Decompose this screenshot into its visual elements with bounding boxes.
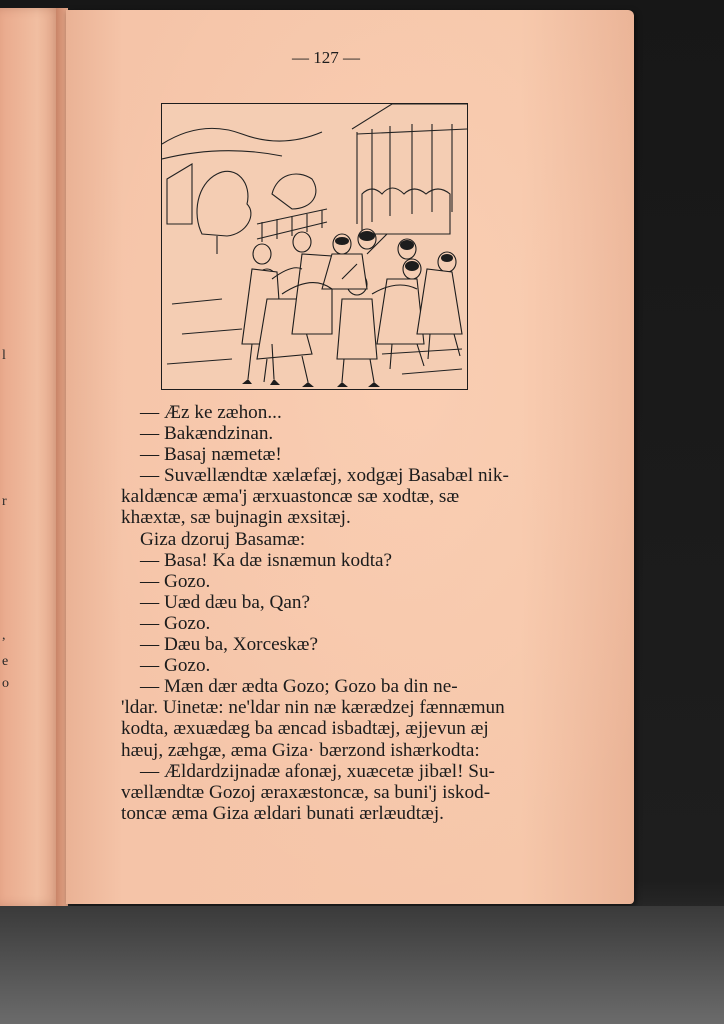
text-line: khæxtæ, sæ bujnagin æxsitæj.: [121, 507, 351, 529]
scanner-bottom-edge: [0, 906, 724, 1024]
text-line: toncæ æma Giza ældari bunati ærlæudtæj.: [121, 802, 444, 824]
left-margin-glyph: r: [2, 494, 7, 509]
text-line: — Basaj næmetæ!: [140, 444, 282, 466]
text-line: vællændtæ Gozoj æraxæstoncæ, sa buni'j iskod-: [121, 781, 491, 803]
left-margin-glyph: o: [2, 676, 9, 691]
text-line: — Gozo.: [140, 570, 211, 592]
page-number: — 127 —: [292, 48, 360, 67]
story-text: [121, 402, 548, 824]
left-page-edge: [0, 8, 62, 906]
text-line: Giza dzoruj Basamæ:: [140, 528, 306, 550]
text-line: — Gozo.: [140, 612, 211, 634]
left-margin-glyph: e: [2, 654, 9, 669]
left-margin-glyph: ,: [2, 628, 6, 643]
illustration-children-playing: [161, 103, 468, 390]
text-line: — Ældardzijnadæ afonæj, xuæcetæ jibæl! Su-: [140, 760, 495, 782]
text-line: — Dæu ba, Xorceskæ?: [140, 634, 318, 656]
text-line: — Æz ke zæhon...: [140, 402, 282, 423]
text-line: hæuj, zæhgæ, æma Giza· bærzond ishærkodta:: [121, 739, 480, 761]
text-line: — Mæn dær ædta Gozo; Gozo ba din ne-: [140, 676, 458, 698]
left-margin-glyph: l: [2, 348, 6, 363]
text-line: — Basa! Ka dæ isnæmun kodta?: [140, 549, 393, 571]
text-line: — Gozo.: [140, 655, 211, 677]
text-line: 'ldar. Uinetæ: ne'ldar nin næ kærædzej fænnæmun: [121, 697, 505, 719]
text-line: kaldæncæ æma'j ærxuastoncæ sæ xodtæ, sæ: [121, 486, 460, 508]
text-line: — Uæd dæu ba, Qan?: [140, 591, 310, 613]
text-line: — Bakændzinan.: [140, 423, 274, 445]
text-line: — Suvællændtæ xælæfæj, xodgæj Basabæl nik-: [140, 465, 509, 487]
text-line: kodta, æxuædæg ba æncad isbadtæj, æjjevun æj: [121, 718, 489, 740]
